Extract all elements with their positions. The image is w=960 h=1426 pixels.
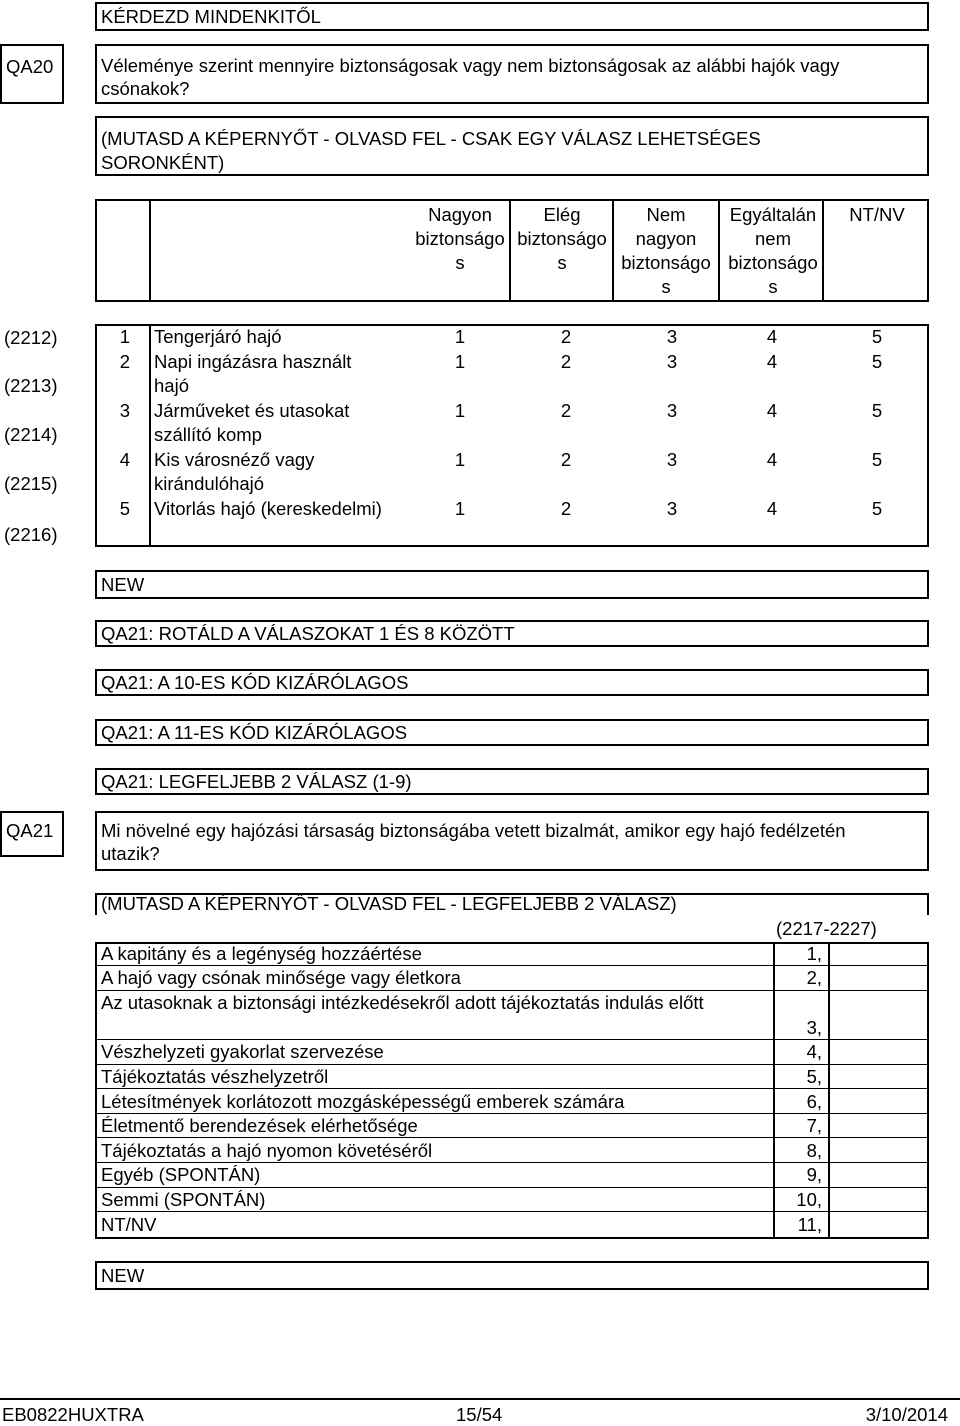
- new-label-1: NEW: [101, 574, 145, 595]
- answer-code: 4: [766, 498, 778, 519]
- option-code: 3,: [806, 1017, 822, 1038]
- option-divider: [95, 1064, 929, 1065]
- qa21-code-range: (2217-2227): [776, 918, 877, 939]
- option-label: Vészhelyzeti gyakorlat szervezése: [101, 1041, 384, 1062]
- option-code: 5,: [806, 1066, 822, 1087]
- option-code: 11,: [797, 1214, 822, 1235]
- option-label: A kapitány és a legénység hozzáértése: [101, 943, 422, 964]
- answer-code: 3: [666, 400, 678, 421]
- footer-page: 15/54: [456, 1404, 503, 1425]
- answer-code: 2: [560, 326, 572, 347]
- qa21-question-line2: utazik?: [101, 843, 160, 864]
- option-code: 6,: [806, 1091, 822, 1112]
- answer-code: 3: [666, 449, 678, 470]
- option-code: 7,: [806, 1115, 822, 1136]
- row-code: (2215): [4, 473, 58, 494]
- row-number: 5: [119, 498, 130, 519]
- new-label-2: NEW: [101, 1265, 145, 1286]
- option-label: NT/NV: [101, 1214, 157, 1235]
- qa20-instruction-line2: SORONKÉNT): [101, 152, 225, 173]
- row-code: (2212): [4, 327, 58, 348]
- answer-code: 5: [871, 326, 883, 347]
- row-label: Járműveket és utasokat: [154, 400, 350, 421]
- column-header-4-line-2: nem: [755, 228, 791, 249]
- column-header-4-line-3: biztonságo: [728, 252, 818, 273]
- row-label: Napi ingázásra használt: [154, 351, 352, 372]
- qa20-question-line1: Véleménye szerint mennyire biztonságosak vagy nem biztonságosak az alábbi hajók vagy: [101, 55, 840, 76]
- note-text: QA21: ROTÁLD A VÁLASZOKAT 1 ÉS 8 KÖZÖTT: [101, 623, 515, 644]
- qa21-id: QA21: [6, 820, 54, 841]
- option-label: Létesítmények korlátozott mozgásképességű emberek számára: [101, 1091, 625, 1112]
- row-label: Kis városnéző vagy: [154, 449, 315, 470]
- column-header-4-line-1: Egyáltalán: [729, 204, 817, 225]
- column-header-2-line-1: Elég: [543, 204, 581, 225]
- answer-code: 3: [666, 326, 678, 347]
- answer-code: 2: [560, 498, 572, 519]
- column-header-2-line-2: biztonságo: [517, 228, 607, 249]
- column-header-1-line-1: Nagyon: [428, 204, 492, 225]
- option-label: A hajó vagy csónak minősége vagy életkora: [101, 967, 461, 988]
- row-label-cont: szállító komp: [154, 424, 262, 445]
- answer-code: 4: [766, 400, 778, 421]
- answer-code: 5: [871, 498, 883, 519]
- option-label: Életmentő berendezések elérhetősége: [101, 1115, 418, 1136]
- option-code: 2,: [806, 967, 822, 988]
- option-divider: [95, 1162, 929, 1163]
- answer-code: 4: [766, 449, 778, 470]
- option-label: Semmi (SPONTÁN): [101, 1189, 266, 1210]
- answer-code: 3: [666, 498, 678, 519]
- row-number: 1: [119, 326, 130, 347]
- row-number: 4: [119, 449, 130, 470]
- answer-code: 5: [871, 400, 883, 421]
- option-divider: [95, 965, 929, 966]
- column-header-3-line-1: Nem: [646, 204, 686, 225]
- option-code: 9,: [806, 1164, 822, 1185]
- row-number: 2: [119, 351, 130, 372]
- qa20-instruction-line1: (MUTASD A KÉPERNYŐT - OLVASD FEL - CSAK EGY VÁLASZ LEHETSÉGES: [101, 128, 761, 149]
- answer-code: 1: [454, 351, 466, 372]
- column-header-1-line-3: s: [455, 252, 465, 273]
- column-header-2-line-3: s: [557, 252, 567, 273]
- new-box-2: [95, 1261, 929, 1290]
- qa20-question-line2: csónakok?: [101, 78, 190, 99]
- answer-code: 1: [454, 449, 466, 470]
- row-label-cont: kirándulóhajó: [154, 473, 265, 494]
- section-header: KÉRDEZD MINDENKITŐL: [101, 6, 321, 27]
- footer-rule: [0, 1398, 960, 1400]
- note-text: QA21: LEGFELJEBB 2 VÁLASZ (1-9): [101, 771, 412, 792]
- footer-doc-id: EB0822HUXTRA: [2, 1404, 144, 1425]
- option-label: Tájékoztatás vészhelyzetről: [101, 1066, 329, 1087]
- answer-code: 5: [871, 351, 883, 372]
- option-divider: [95, 1088, 929, 1089]
- answer-code: 5: [871, 449, 883, 470]
- option-divider: [95, 1211, 929, 1212]
- answer-code: 4: [766, 326, 778, 347]
- answer-code: 2: [560, 351, 572, 372]
- option-label: Egyéb (SPONTÁN): [101, 1164, 261, 1185]
- qa21-question-line1: Mi növelné egy hajózási társaság biztonságába vetett bizalmát, amikor egy hajó fedélzetén: [101, 820, 846, 841]
- row-label: Vitorlás hajó (kereskedelmi): [154, 498, 382, 519]
- column-header-3-line-2: nagyon: [635, 228, 697, 249]
- row-code: (2214): [4, 424, 58, 445]
- option-divider: [95, 1187, 929, 1188]
- option-divider: [95, 1137, 929, 1138]
- answer-code: 2: [560, 449, 572, 470]
- option-code: 10,: [796, 1189, 822, 1210]
- answer-code: 1: [454, 498, 466, 519]
- option-divider: [95, 1113, 929, 1114]
- row-label-cont: hajó: [154, 375, 189, 396]
- answer-code: 4: [766, 351, 778, 372]
- qa20-id: QA20: [6, 56, 54, 77]
- option-divider: [95, 990, 929, 991]
- option-code: 8,: [806, 1140, 822, 1161]
- answer-code: 3: [666, 351, 678, 372]
- answer-code: 1: [454, 400, 466, 421]
- column-header-5-line-1: NT/NV: [849, 204, 905, 225]
- option-code: 1,: [806, 943, 822, 964]
- option-label: Az utasoknak a biztonsági intézkedésekről adott tájékoztatás indulás előtt: [101, 992, 704, 1013]
- answer-code: 2: [560, 400, 572, 421]
- note-text: QA21: A 10-ES KÓD KIZÁRÓLAGOS: [101, 672, 409, 693]
- column-header-3-line-4: s: [661, 276, 671, 297]
- row-code: (2213): [4, 375, 58, 396]
- new-box-1: [95, 570, 929, 599]
- qa21-instruction: (MUTASD A KÉPERNYŐT - OLVASD FEL - LEGFELJEBB 2 VÁLASZ): [101, 893, 677, 914]
- row-label: Tengerjáró hajó: [154, 326, 282, 347]
- note-text: QA21: A 11-ES KÓD KIZÁRÓLAGOS: [101, 722, 408, 743]
- row-code: (2216): [4, 524, 58, 545]
- option-divider: [95, 1039, 929, 1040]
- option-code: 4,: [806, 1041, 822, 1062]
- column-header-4-line-4: s: [768, 276, 778, 297]
- option-label: Tájékoztatás a hajó nyomon követéséről: [101, 1140, 433, 1161]
- column-header-1-line-2: biztonságo: [415, 228, 505, 249]
- footer-date: 3/10/2014: [865, 1404, 948, 1425]
- answer-code: 1: [454, 326, 466, 347]
- row-number: 3: [119, 400, 130, 421]
- column-header-3-line-3: biztonságo: [621, 252, 711, 273]
